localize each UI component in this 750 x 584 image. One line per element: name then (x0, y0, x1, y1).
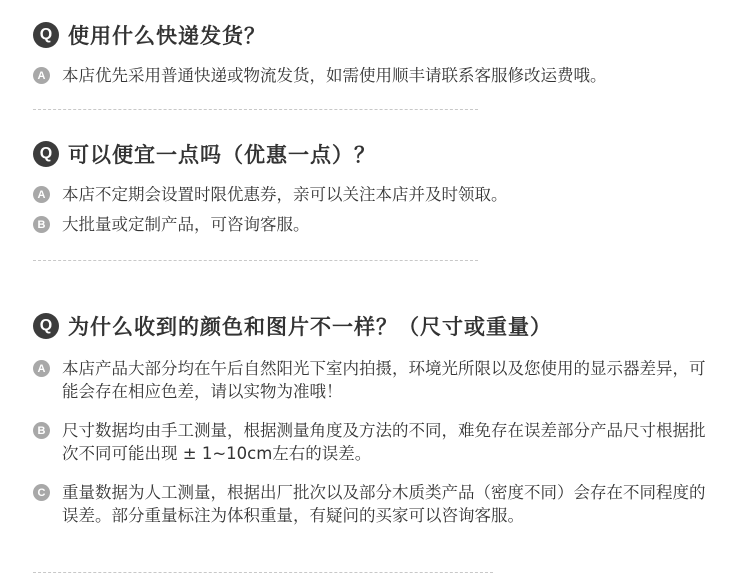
question-text: 使用什么快递发货？ (68, 24, 266, 48)
answer-badge-icon: A (33, 360, 50, 377)
answer-row (33, 357, 733, 403)
answer-row (33, 419, 733, 465)
answer-badge-icon: B (33, 422, 50, 439)
answer-text: 本店产品大部分均在午后自然阳光下室内拍摄，环境光所限以及您使用的显示器差异，可能会存在相应色差，请以实物为准哦！ (62, 359, 706, 401)
question-row (33, 139, 376, 169)
question-badge-icon: Q (33, 22, 59, 48)
question-text: 可以便宜一点吗（优惠一点）？ (68, 143, 376, 167)
answer-text: 本店不定期会设置时限优惠券，亲可以关注本店并及时领取。 (62, 185, 508, 204)
answer-row (33, 183, 733, 206)
answer-text: 尺寸数据均由手工测量，根据测量角度及方法的不同，难免存在误差部分产品尺寸根据批次不同可能出现 ± 1~10cm左右的误差。 (62, 421, 706, 463)
answer-text: 本店优先采用普通快递或物流发货，如需使用顺丰请联系客服修改运费哦。 (62, 66, 607, 85)
answer-text: 大批量或定制产品，可咨询客服。 (62, 215, 310, 234)
answer-row (33, 481, 733, 527)
answer-row (33, 213, 733, 236)
divider (33, 260, 478, 261)
answer-row (33, 64, 733, 87)
question-text: 为什么收到的颜色和图片不一样？（尺寸或重量） (68, 315, 552, 339)
question-row (33, 311, 552, 341)
question-row (33, 20, 266, 50)
divider (33, 572, 493, 573)
answer-badge-icon: C (33, 484, 50, 501)
answer-text: 重量数据为人工测量，根据出厂批次以及部分木质类产品（密度不同）会存在不同程度的误差。部分重量标注为体积重量，有疑问的买家可以咨询客服。 (62, 483, 706, 525)
question-badge-icon: Q (33, 313, 59, 339)
answer-badge-icon: A (33, 186, 50, 203)
divider (33, 109, 478, 110)
question-badge-icon: Q (33, 141, 59, 167)
answer-badge-icon: A (33, 67, 50, 84)
answer-badge-icon: B (33, 216, 50, 233)
